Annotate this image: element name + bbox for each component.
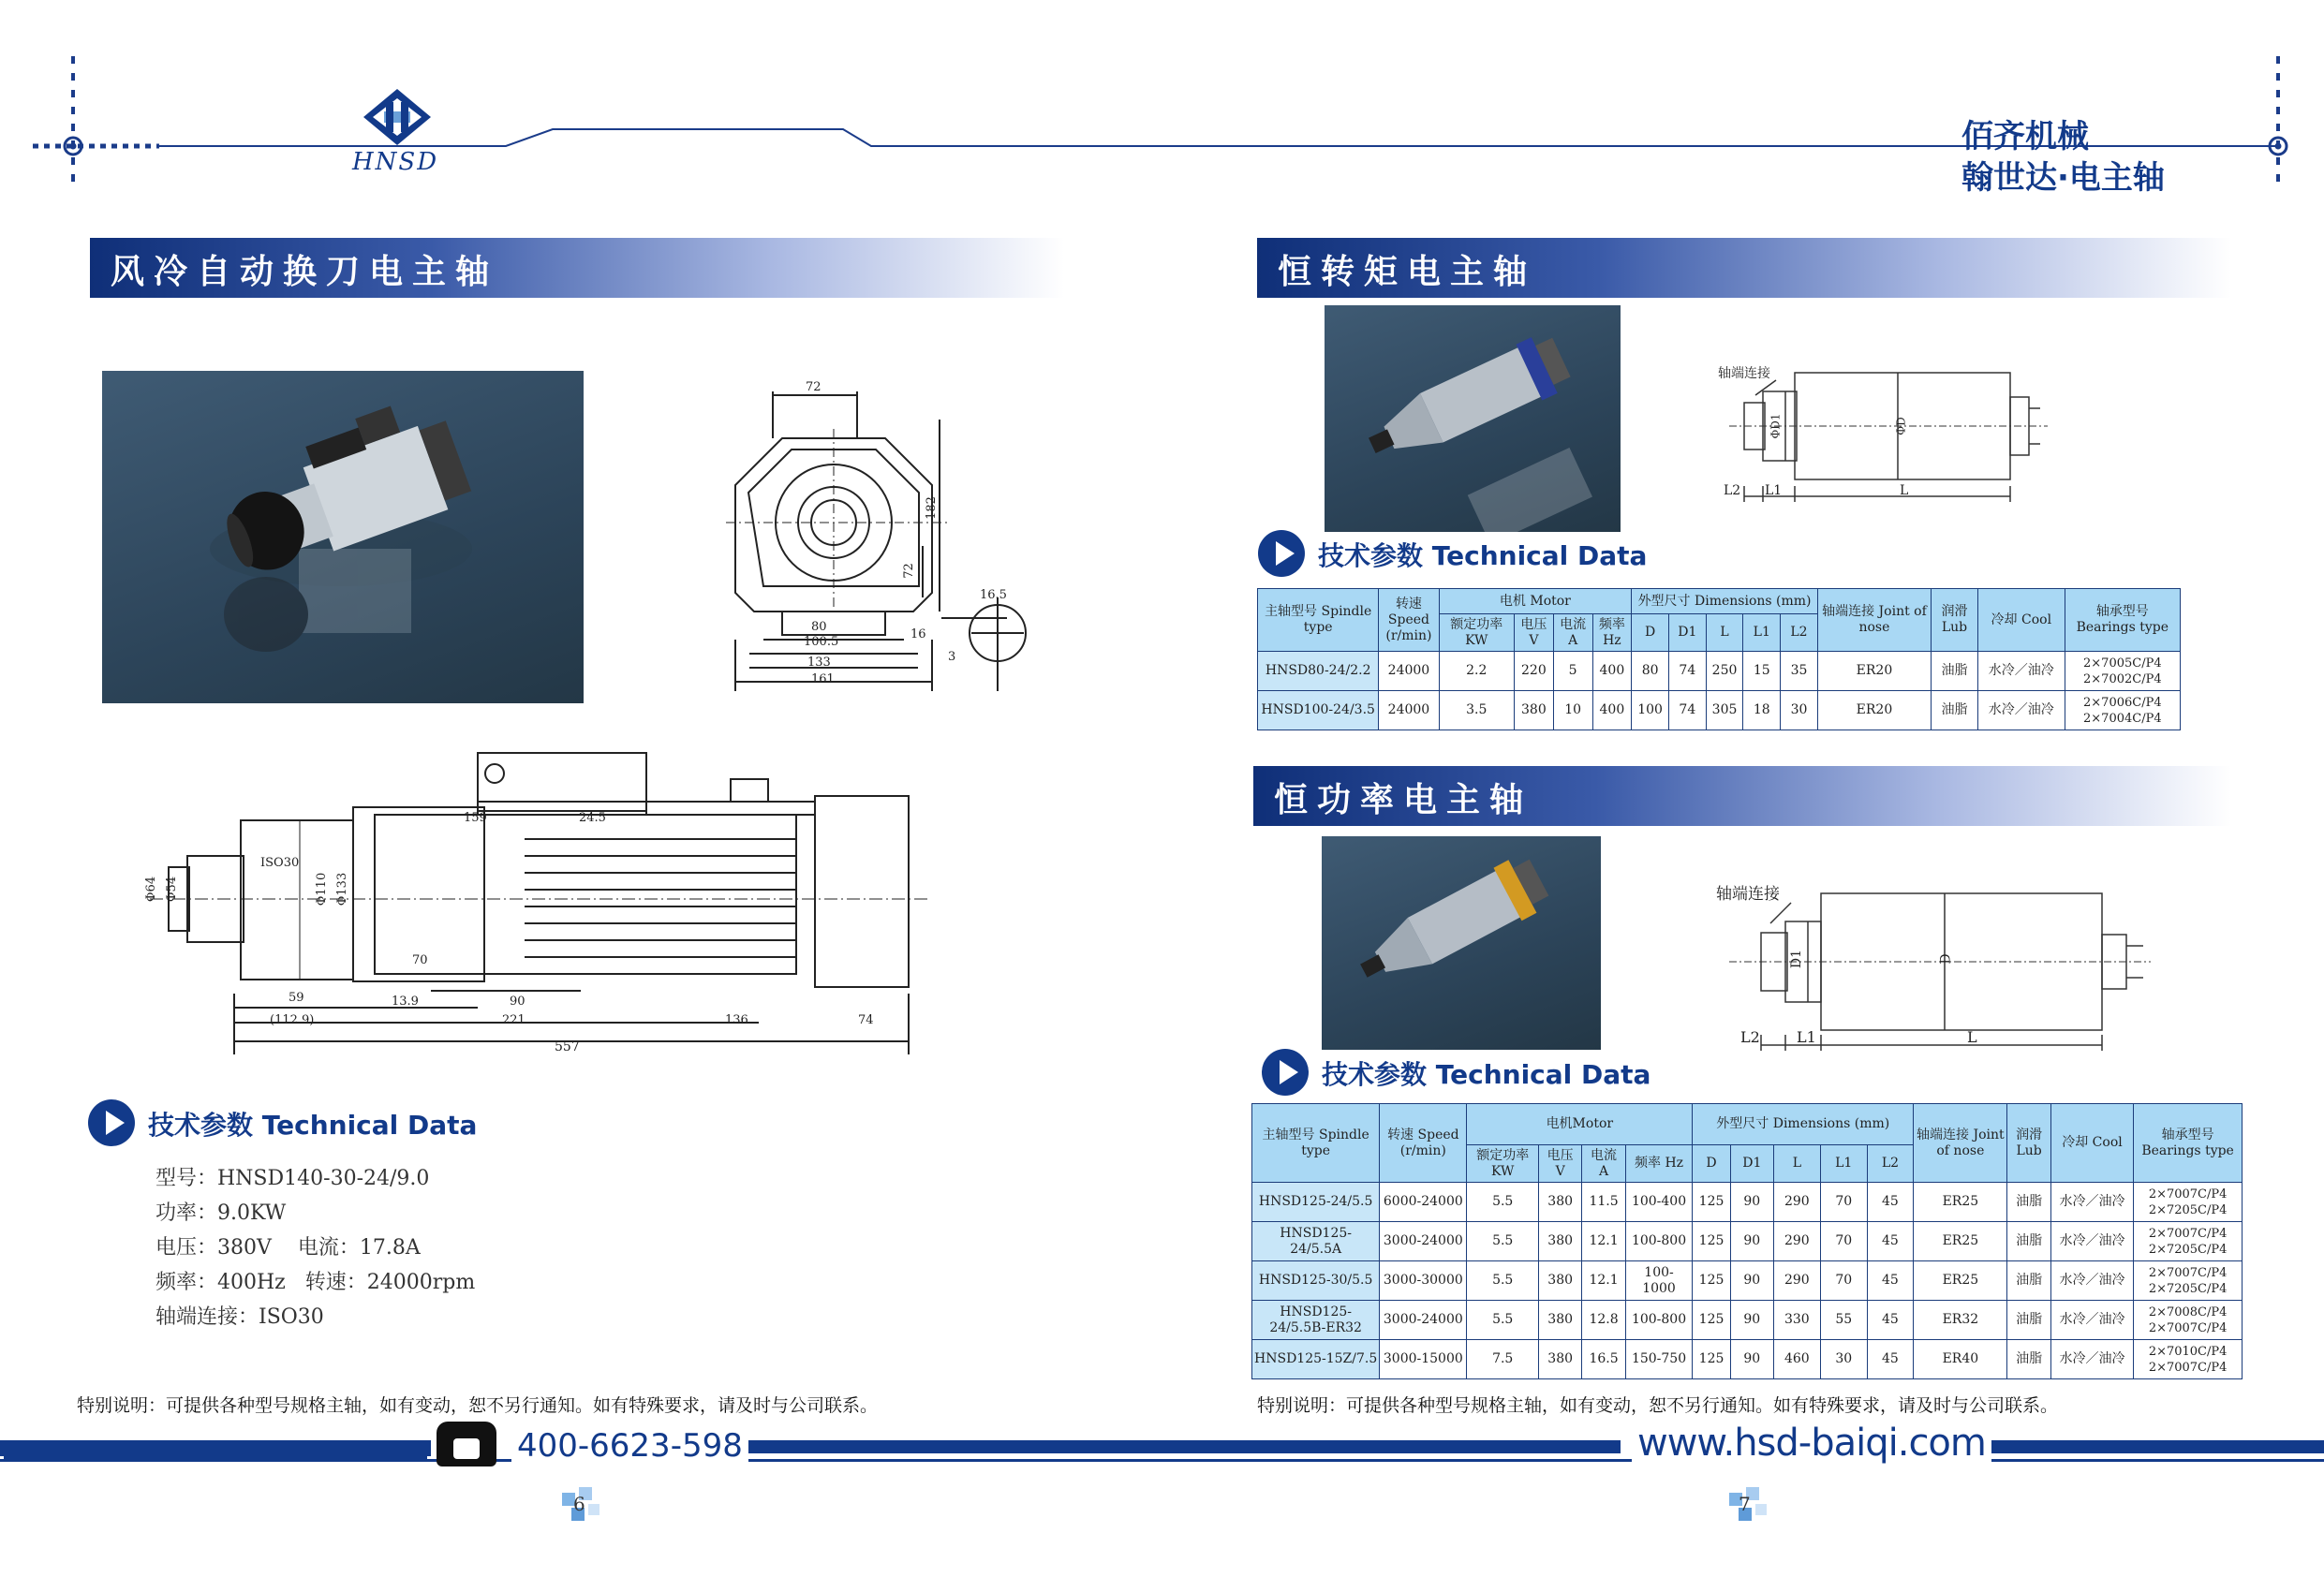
dim-80: 80 [811,620,827,634]
dim-phi110: Φ110 [315,872,330,906]
dim-72-top: 72 [806,380,822,394]
table-cell: 380 [1539,1261,1582,1301]
table-cell: 2.2 [1439,652,1514,691]
tech-data-title: 技术参数 Technical Data [148,1110,478,1141]
col-voltage: 电压 V [1515,614,1554,652]
table-cell: 30 [1820,1340,1867,1379]
footer-bar-middle [721,1440,1621,1453]
dim-182: 182 [924,496,939,520]
table-cell: 45 [1867,1261,1914,1301]
table-cell: 250 [1706,652,1743,691]
tech-data-heading-2 [1262,1049,1730,1096]
section2-title: 恒功率电主轴 [1274,781,1533,819]
table-cell: 220 [1515,652,1554,691]
table-cell: 45 [1867,1183,1914,1222]
tech-data-title-1: 技术参数 Technical Data [1318,540,1648,571]
table-cell: 70 [1820,1261,1867,1301]
label-l2-2: L2 [1740,1028,1760,1046]
company-subtitle: 翰世达·电主轴 [1961,159,2165,197]
col-voltage: 电压 V [1539,1145,1582,1183]
spec-voltage-current: 电压：380V 电流：17.8A [155,1236,421,1260]
table-cell: 2×7008C/P4 2×7007C/P4 [2134,1301,2243,1340]
col-bearings: 轴承型号 Bearings type [2065,589,2180,652]
col-motor: 电机 Motor [1439,589,1632,614]
table-cell: 290 [1773,1222,1820,1261]
phone-icon [437,1422,496,1466]
tech-data-heading [88,1099,556,1146]
dim-112-9: (112.9) [270,1013,315,1027]
dim-161: 161 [811,672,835,686]
label-l2-1: L2 [1724,483,1741,498]
table-cell: ER20 [1817,691,1931,730]
table-cell: 油脂 [2007,1183,2050,1222]
torque-spindle-drawing [1710,360,2066,509]
table-cell: 24000 [1379,691,1439,730]
table-cell: HNSD125-30/5.5 [1252,1261,1380,1301]
table-cell: 3000-24000 [1380,1222,1467,1261]
table-cell: 15 [1743,652,1781,691]
table-row [1252,1301,2243,1340]
table-cell: 2×7007C/P4 2×7205C/P4 [2134,1261,2243,1301]
dim-phi133: Φ133 [335,872,350,906]
table-cell: 3000-24000 [1380,1301,1467,1340]
table-cell: 125 [1693,1261,1731,1301]
dim-phi64: Φ64 [144,876,159,903]
dim-phi54: Φ54 [165,876,180,903]
col-d1: D1 [1668,614,1706,652]
play-arrow-icon [88,1099,135,1146]
table-row [1252,1222,2243,1261]
table-cell: 12.8 [1582,1301,1625,1340]
phone-number: 400-6623-598 [511,1427,748,1465]
label-l-2: L [1967,1028,1977,1046]
col-speed: 转速 Speed (r/min) [1380,1104,1467,1183]
table-cell: ER25 [1914,1222,2007,1261]
table-row [1258,652,2181,691]
table-cell: 70 [1820,1222,1867,1261]
table-cell: 100-800 [1625,1301,1692,1340]
col-d: D [1693,1145,1731,1183]
dim-136: 136 [725,1013,748,1027]
table-cell: 380 [1515,691,1554,730]
col-joint: 轴端连接 Joint of nose [1914,1104,2007,1183]
product-photo [102,371,584,703]
dim-16-5: 16.5 [980,588,1007,602]
table-cell: 45 [1867,1301,1914,1340]
disclaimer-right: 特别说明：可提供各种型号规格主轴，如有变动，恕不另行通知。如有特殊要求，请及时与公司联系。 [1257,1395,2059,1416]
table-cell: 30 [1781,691,1818,730]
table-cell: 150-750 [1625,1340,1692,1379]
col-l2: L2 [1781,614,1818,652]
table-cell: 305 [1706,691,1743,730]
table-cell: 290 [1773,1183,1820,1222]
table-cell: 12.1 [1582,1222,1625,1261]
label-l-1: L [1900,483,1909,498]
table-cell: 290 [1773,1261,1820,1301]
col-d: D [1632,614,1669,652]
table-cell: 90 [1730,1261,1773,1301]
page-number-right: 7 [1739,1493,1751,1515]
front-view-drawing [726,373,1054,702]
table-cell: ER25 [1914,1183,2007,1222]
col-l1: L1 [1743,614,1781,652]
table-cell: 油脂 [1932,652,1978,691]
table-cell: 380 [1539,1301,1582,1340]
spindle-illustration [102,371,584,703]
table-body [1252,1183,2243,1379]
table-cell: ER40 [1914,1340,2007,1379]
table-cell: 2×7010C/P4 2×7007C/P4 [2134,1340,2243,1379]
dim-159: 159 [464,811,487,825]
table-cell: HNSD125-24/5.5B-ER32 [1252,1301,1380,1340]
table-cell: 5.5 [1467,1301,1539,1340]
table-cell: HNSD80-24/2.2 [1258,652,1379,691]
table-cell: 74 [1668,652,1706,691]
col-dimensions: 外型尺寸 Dimensions (mm) [1632,589,1818,614]
dim-16: 16 [910,627,926,641]
table-cell: 18 [1743,691,1781,730]
col-power: 额定功率 KW [1467,1145,1539,1183]
table-cell: 330 [1773,1301,1820,1340]
constant-torque-table [1257,588,2181,730]
dim-59: 59 [289,991,304,1005]
table-cell: 油脂 [2007,1222,2050,1261]
power-spindle-drawing [1710,880,2160,1058]
table-cell: 水冷／油冷 [2050,1261,2133,1301]
tech-data-heading-1 [1258,530,1726,577]
table-cell: 12.1 [1582,1261,1625,1301]
table-row [1252,1183,2243,1222]
table-cell: 水冷／油冷 [1977,691,2065,730]
label-phi-d-1: ΦD [1894,417,1908,435]
table-cell: 24000 [1379,652,1439,691]
table-cell: ER32 [1914,1301,2007,1340]
table-cell: 16.5 [1582,1340,1625,1379]
constant-power-photo [1322,836,1601,1050]
table-cell: 90 [1730,1340,1773,1379]
table-cell: 35 [1781,652,1818,691]
section-title-band [90,238,1064,298]
table-row [1252,1261,2243,1301]
table-cell: 5.5 [1467,1261,1539,1301]
table-row [1252,1340,2243,1379]
dim-133: 133 [807,656,831,670]
table-cell: 55 [1820,1301,1867,1340]
spec-power: 功率：9.0KW [155,1201,287,1225]
table-cell: HNSD125-24/5.5 [1252,1183,1380,1222]
constant-torque-photo [1325,305,1621,532]
website-url: www.hsd-baiqi.com [1632,1422,1991,1465]
table-cell: 11.5 [1582,1183,1625,1222]
table-cell: 5.5 [1467,1183,1539,1222]
table-cell: 2×7005C/P4 2×7002C/P4 [2065,652,2180,691]
dim-221: 221 [502,1013,525,1027]
joint-label-2: 轴端连接 [1716,885,1780,904]
col-lub: 润滑 Lub [1932,589,1978,652]
table-cell: 380 [1539,1340,1582,1379]
dim-70: 70 [412,953,428,967]
dim-3: 3 [948,650,956,664]
table-cell: 10 [1553,691,1592,730]
table-cell: 125 [1693,1183,1731,1222]
play-arrow-icon [1262,1049,1309,1096]
table-cell: 水冷／油冷 [2050,1340,2133,1379]
col-bearings: 轴承型号 Bearings type [2134,1104,2243,1183]
table-cell: 2×7006C/P4 2×7004C/P4 [2065,691,2180,730]
table-cell: 380 [1539,1183,1582,1222]
col-speed: 转速 Speed (r/min) [1379,589,1439,652]
table-cell: 6000-24000 [1380,1183,1467,1222]
dim-90: 90 [510,995,525,1009]
dim-74: 74 [858,1013,874,1027]
table-cell: 100-800 [1625,1222,1692,1261]
tech-data-title-2: 技术参数 Technical Data [1322,1059,1651,1090]
table-cell: 油脂 [2007,1261,2050,1301]
dim-iso30: ISO30 [260,856,300,870]
page-number-left: 6 [573,1493,585,1515]
table-body [1258,652,2181,730]
section2-title-band [1253,766,2231,826]
table-cell: 380 [1539,1222,1582,1261]
section1-title: 恒转矩电主轴 [1278,253,1537,291]
dim-13-9: 13.9 [392,995,419,1009]
joint-label-1: 轴端连接 [1718,366,1770,381]
table-cell: 2×7007C/P4 2×7205C/P4 [2134,1222,2243,1261]
table-cell: 水冷／油冷 [2050,1222,2133,1261]
table-cell: 油脂 [2007,1301,2050,1340]
col-l1: L1 [1820,1145,1867,1183]
disclaimer-left: 特别说明：可提供各种型号规格主轴，如有变动，恕不另行通知。如有特殊要求，请及时与公司联系。 [77,1395,879,1416]
col-motor: 电机Motor [1467,1104,1693,1145]
table-cell: 100-1000 [1625,1261,1692,1301]
table-cell: 125 [1693,1340,1731,1379]
constant-power-table [1251,1103,2243,1379]
footer-bar-left [0,1440,431,1456]
table-cell: 125 [1693,1301,1731,1340]
col-lub: 润滑 Lub [2007,1104,2050,1183]
dim-24-5: 24.5 [579,811,606,825]
spec-joint: 轴端连接：ISO30 [155,1305,324,1329]
col-current: 电流 A [1553,614,1592,652]
table-cell: HNSD100-24/3.5 [1258,691,1379,730]
table-cell: 45 [1867,1222,1914,1261]
table-cell: 5.5 [1467,1222,1539,1261]
col-freq: 频率 Hz [1625,1145,1692,1183]
spec-frequency-speed: 频率：400Hz 转速：24000rpm [155,1271,476,1294]
table-cell: 400 [1592,691,1632,730]
table-cell: 125 [1693,1222,1731,1261]
table-cell: 90 [1730,1222,1773,1261]
table-cell: 90 [1730,1301,1773,1340]
table-cell: 3.5 [1439,691,1514,730]
table-cell: 45 [1867,1340,1914,1379]
table-cell: 3000-15000 [1380,1340,1467,1379]
logo-text: HNSD [352,148,439,176]
section-title: 风冷自动换刀电主轴 [111,253,499,291]
section1-title-band [1257,238,2231,298]
col-dimensions: 外型尺寸 Dimensions (mm) [1693,1104,1914,1145]
col-current: 电流 A [1582,1145,1625,1183]
table-cell: 3000-30000 [1380,1261,1467,1301]
col-cool: 冷却 Cool [1977,589,2065,652]
company-name: 佰齐机械 [1961,118,2089,155]
table-cell: 100-400 [1625,1183,1692,1222]
table-cell: 5 [1553,652,1592,691]
table-cell: HNSD125-15Z/7.5 [1252,1340,1380,1379]
table-cell: 74 [1668,691,1706,730]
table-row [1258,691,2181,730]
col-d1: D1 [1730,1145,1773,1183]
table-cell: 7.5 [1467,1340,1539,1379]
spec-list [155,1161,475,1334]
col-l2: L2 [1867,1145,1914,1183]
label-d-2: D [1938,953,1954,965]
col-spindle-type: 主轴型号 Spindle type [1252,1104,1380,1183]
col-l: L [1773,1145,1820,1183]
col-cool: 冷却 Cool [2050,1104,2133,1183]
table-cell: ER25 [1914,1261,2007,1301]
table-cell: 100 [1632,691,1669,730]
label-l1-2: L1 [1797,1028,1816,1046]
table-cell: 油脂 [2007,1340,2050,1379]
col-spindle-type: 主轴型号 Spindle type [1258,589,1379,652]
label-l1-1: L1 [1765,483,1783,498]
dim-557: 557 [555,1039,580,1054]
table-cell: 80 [1632,652,1669,691]
spec-model: 型号：HNSD140-30-24/9.0 [155,1167,430,1190]
dim-72-side: 72 [901,563,916,579]
table-cell: 400 [1592,652,1632,691]
label-d1-2: D1 [1789,949,1805,969]
play-arrow-icon [1258,530,1305,577]
col-power: 额定功率 KW [1439,614,1514,652]
spindle-illustration [1325,305,1621,532]
table-cell: HNSD125-24/5.5A [1252,1222,1380,1261]
col-joint: 轴端连接 Joint of nose [1817,589,1931,652]
col-l: L [1706,614,1743,652]
dim-100-5: 100.5 [804,635,839,649]
table-cell: 水冷／油冷 [2050,1301,2133,1340]
label-phi-d1-1: ΦD1 [1769,413,1783,439]
table-cell: 70 [1820,1183,1867,1222]
table-cell: 水冷／油冷 [2050,1183,2133,1222]
spindle-illustration [1322,836,1601,1050]
col-freq: 频率 Hz [1592,614,1632,652]
side-view-drawing [150,745,927,1064]
table-cell: 90 [1730,1183,1773,1222]
table-cell: 油脂 [1932,691,1978,730]
table-cell: 水冷／油冷 [1977,652,2065,691]
table-cell: 2×7007C/P4 2×7205C/P4 [2134,1183,2243,1222]
table-cell: 460 [1773,1340,1820,1379]
table-cell: ER20 [1817,652,1931,691]
